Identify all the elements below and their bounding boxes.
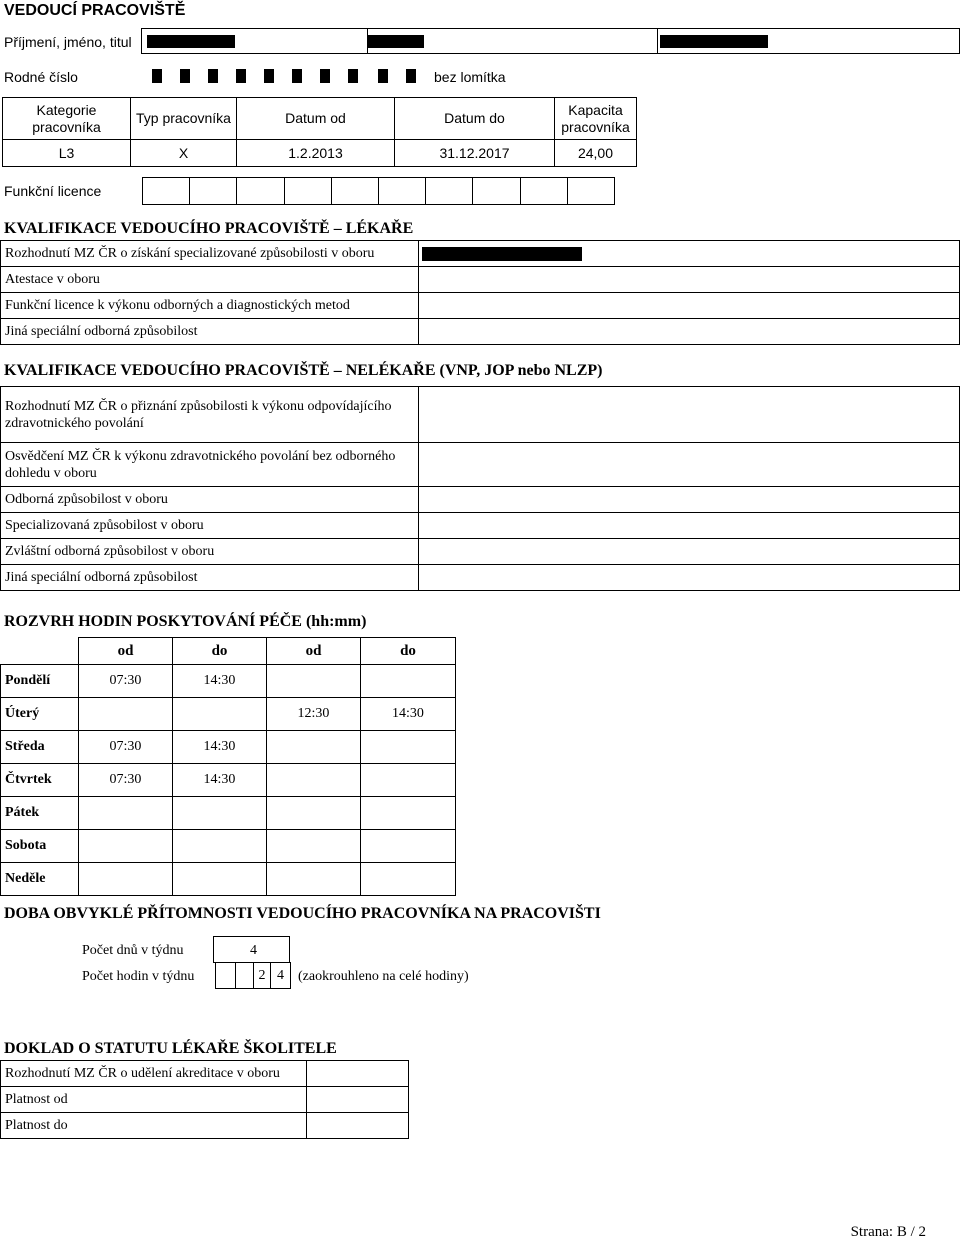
time-cell[interactable] [79, 698, 173, 731]
physician-row-value[interactable] [419, 267, 960, 293]
cell-type: X [131, 140, 237, 167]
time-cell[interactable] [173, 698, 267, 731]
time-cell[interactable] [267, 863, 361, 896]
time-cell[interactable]: 07:30 [79, 764, 173, 797]
trainer-row-value[interactable] [307, 1061, 409, 1087]
time-cell[interactable] [361, 797, 456, 830]
time-cell[interactable]: 14:30 [173, 665, 267, 698]
time-cell[interactable] [79, 830, 173, 863]
hours-per-week-field[interactable] [215, 962, 291, 989]
staff-table [2, 97, 637, 167]
time-cell[interactable] [361, 830, 456, 863]
name-field[interactable] [141, 28, 960, 54]
hours-digit: 2 [254, 963, 271, 989]
day-sunday: Neděle [1, 863, 79, 896]
nonphysician-row-value[interactable] [419, 513, 960, 539]
col-to-2: do [361, 638, 456, 665]
time-cell[interactable] [267, 830, 361, 863]
physician-row-label: Funkční licence k výkonu odborných a diagnostických metod [1, 293, 419, 319]
cell-date-to: 31.12.2017 [395, 140, 555, 167]
physician-row-label: Rozhodnutí MZ ČR o získání specializované způsobilosti v oboru [1, 241, 419, 267]
time-cell[interactable] [267, 665, 361, 698]
days-per-week-field[interactable] [213, 936, 290, 963]
time-cell[interactable] [173, 830, 267, 863]
page-title: VEDOUCÍ PRACOVIŠTĚ [4, 2, 186, 19]
day-monday: Pondělí [1, 665, 79, 698]
time-cell[interactable] [361, 764, 456, 797]
col-date-from: Datum od [237, 98, 395, 140]
license-boxes[interactable] [142, 177, 615, 205]
nonphysician-row-label: Rozhodnutí MZ ČR o přiznání způsobilosti k výkonu odpovídajícího zdravotnického povolání [1, 387, 419, 443]
license-label: Funkční licence [4, 183, 102, 199]
day-thursday: Čtvrtek [1, 764, 79, 797]
time-cell[interactable] [267, 731, 361, 764]
trainer-row-value[interactable] [307, 1087, 409, 1113]
nonphysician-row-value[interactable] [419, 565, 960, 591]
col-category: Kategorie pracovníka [3, 98, 131, 140]
col-date-to: Datum do [395, 98, 555, 140]
physician-row-value[interactable] [419, 319, 960, 345]
day-friday: Pátek [1, 797, 79, 830]
time-cell[interactable] [361, 731, 456, 764]
hours-per-week-label: Počet hodin v týdnu [82, 969, 195, 984]
time-cell[interactable] [79, 797, 173, 830]
hours-digit: 4 [271, 963, 291, 989]
trainer-row-value[interactable] [307, 1113, 409, 1139]
page-number: Strana: B / 2 [850, 1224, 926, 1240]
trainer-table [0, 1060, 409, 1139]
time-cell[interactable] [267, 797, 361, 830]
days-per-week-value: 4 [250, 943, 257, 958]
physician-row-value[interactable] [419, 241, 960, 267]
nonphysician-row-value[interactable] [419, 443, 960, 487]
hours-note: (zaokrouhleno na celé hodiny) [298, 969, 469, 984]
trainer-title: DOKLAD O STATUTU LÉKAŘE ŠKOLITELE [4, 1040, 337, 1057]
time-cell[interactable]: 07:30 [79, 731, 173, 764]
redacted-title [660, 35, 768, 48]
redacted-firstname [368, 35, 424, 48]
nonphysician-row-value[interactable] [419, 387, 960, 443]
col-from-1: od [79, 638, 173, 665]
redacted-value [422, 247, 582, 261]
nonphysician-row-label: Specializovaná způsobilost v oboru [1, 513, 419, 539]
trainer-row-label: Rozhodnutí MZ ČR o udělení akreditace v oboru [1, 1061, 307, 1087]
cell-date-from: 1.2.2013 [237, 140, 395, 167]
nonphysician-qual-title: KVALIFIKACE VEDOUCÍHO PRACOVIŠTĚ – NELÉKAŘE (VNP, JOP nebo NLZP) [4, 362, 603, 379]
birth-number-field[interactable] [148, 67, 428, 85]
cell-capacity: 24,00 [555, 140, 637, 167]
physician-row-label: Jiná speciální odborná způsobilost [1, 319, 419, 345]
birth-number-label: Rodné číslo [4, 69, 78, 85]
col-from-2: od [267, 638, 361, 665]
nonphysician-row-label: Zvláštní odborná způsobilost v oboru [1, 539, 419, 565]
time-cell[interactable] [267, 764, 361, 797]
name-label: Příjmení, jméno, titul [4, 34, 132, 50]
col-type: Typ pracovníka [131, 98, 237, 140]
time-cell[interactable] [79, 863, 173, 896]
nonphysician-row-value[interactable] [419, 487, 960, 513]
birth-number-note: bez lomítka [434, 69, 506, 85]
time-cell[interactable] [173, 863, 267, 896]
days-per-week-label: Počet dnů v týdnu [82, 943, 184, 958]
physician-qual-title: KVALIFIKACE VEDOUCÍHO PRACOVIŠTĚ – LÉKAŘE [4, 220, 414, 237]
time-cell[interactable]: 14:30 [361, 698, 456, 731]
day-wednesday: Středa [1, 731, 79, 764]
time-cell[interactable] [173, 797, 267, 830]
schedule-title: ROZVRH HODIN POSKYTOVÁNÍ PÉČE (hh:mm) [4, 613, 367, 630]
nonphysician-row-value[interactable] [419, 539, 960, 565]
time-cell[interactable] [361, 665, 456, 698]
time-cell[interactable]: 07:30 [79, 665, 173, 698]
trainer-row-label: Platnost od [1, 1087, 307, 1113]
nonphysician-row-label: Odborná způsobilost v oboru [1, 487, 419, 513]
trainer-row-label: Platnost do [1, 1113, 307, 1139]
physician-row-value[interactable] [419, 293, 960, 319]
redacted-surname [147, 35, 235, 48]
nonphysician-row-label: Jiná speciální odborná způsobilost [1, 565, 419, 591]
col-to-1: do [173, 638, 267, 665]
time-cell[interactable]: 14:30 [173, 731, 267, 764]
nonphysician-qual-table [0, 386, 960, 591]
schedule-table [0, 637, 456, 896]
physician-qual-table [0, 240, 960, 345]
time-cell[interactable]: 14:30 [173, 764, 267, 797]
presence-title: DOBA OBVYKLÉ PŘÍTOMNOSTI VEDOUCÍHO PRACOVNÍKA NA PRACOVIŠTI [4, 905, 601, 922]
physician-row-label: Atestace v oboru [1, 267, 419, 293]
nonphysician-row-label: Osvědčení MZ ČR k výkonu zdravotnického povolání bez odborného dohledu v oboru [1, 443, 419, 487]
col-capacity: Kapacita pracovníka [555, 98, 637, 140]
time-cell[interactable] [361, 863, 456, 896]
time-cell[interactable]: 12:30 [267, 698, 361, 731]
hours-digit [216, 963, 236, 989]
day-saturday: Sobota [1, 830, 79, 863]
day-tuesday: Úterý [1, 698, 79, 731]
cell-category: L3 [3, 140, 131, 167]
